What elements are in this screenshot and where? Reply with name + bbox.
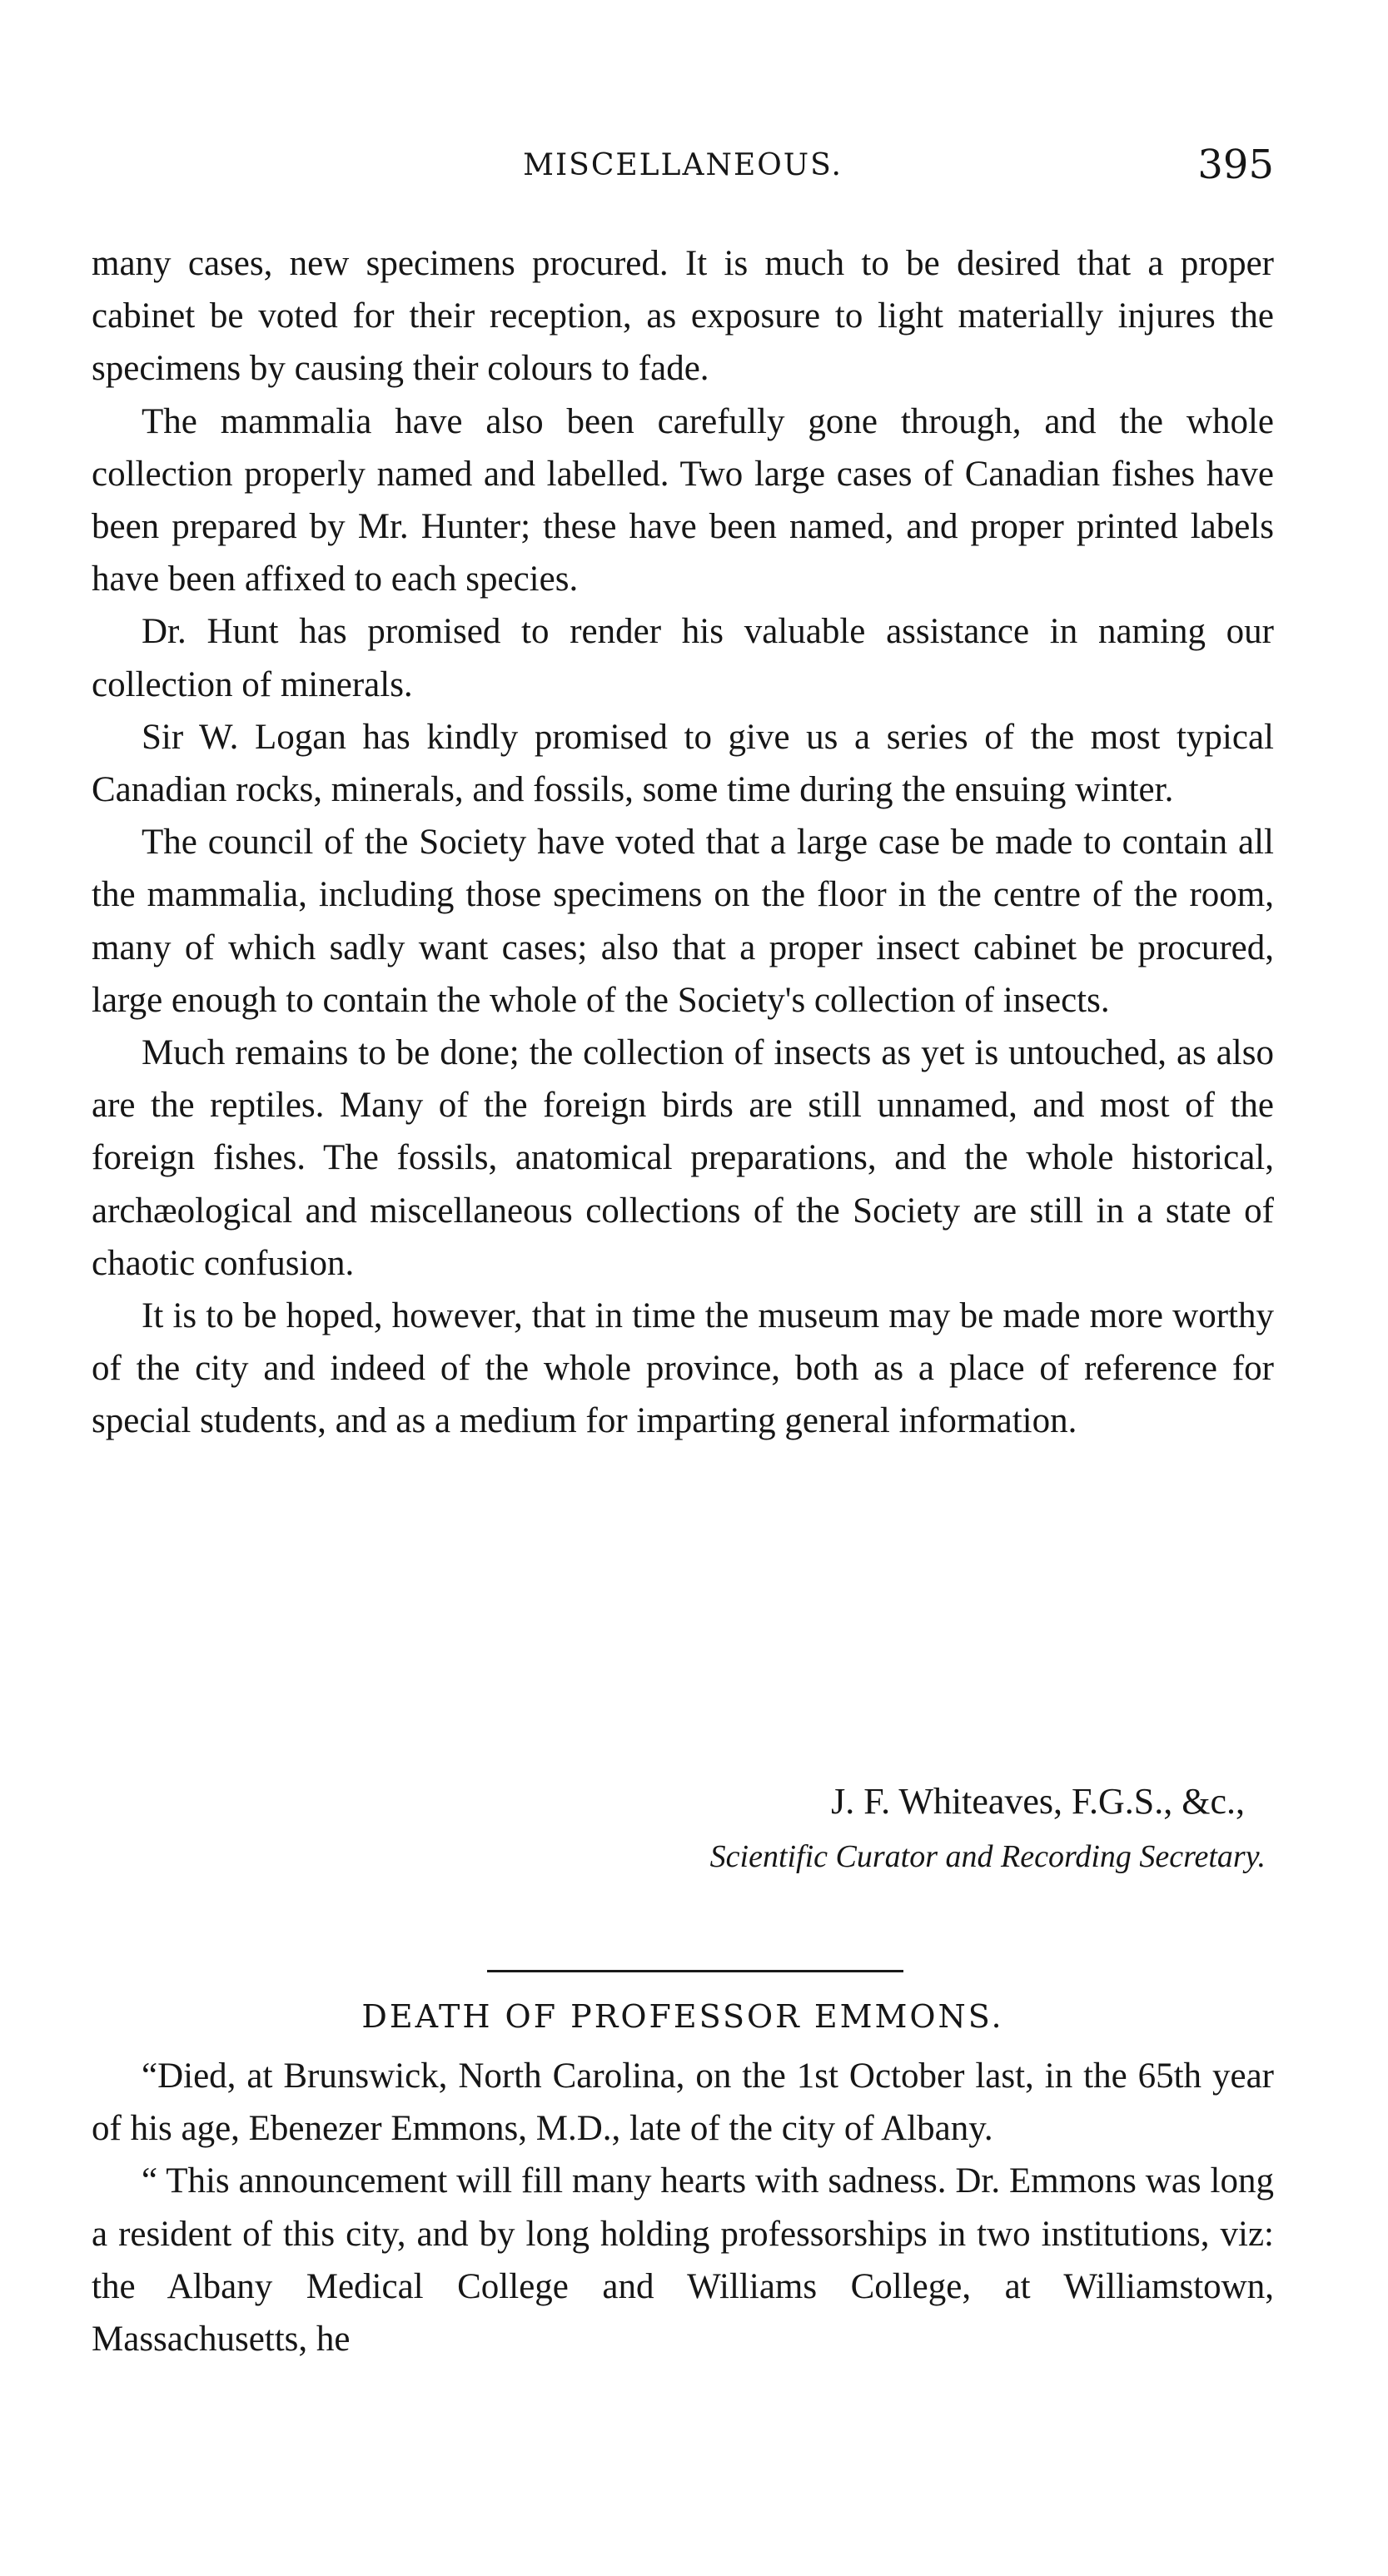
page-number: 395 (1197, 142, 1274, 188)
paragraph: The council of the Society have voted that a large case be made to contain all the mammalia, including those specimens on the floor in the centre of the room, many of which sadly want cases; also that a proper insect cabinet be procured, large enough to contain the whole of the Society's collection of insects. (92, 823, 1274, 1020)
paragraph: The mammalia have also been carefully gone through, and the whole collection properly named and labelled. Two large cases of Canadian fishes have been prepared by Mr. Hunter; these have been named, and proper printed labels have been affixed to each species. (92, 401, 1274, 599)
paragraph: Sir W. Logan has kindly promised to give us a series of the most typical Canadian rocks, minerals, and fossils, some time during the ensuing winter. (92, 717, 1274, 810)
paragraph: It is to be hoped, however, that in time the museum may be made more worthy of the city and indeed of the whole province, both as a place of reference for special students, and as a medium for imparting general information. (92, 1296, 1274, 1441)
section-divider (487, 1970, 903, 1972)
page-header (92, 142, 1274, 198)
paragraph: Much remains to be done; the collection of insects as yet is untouched, as also are the reptiles. Many of the foreign birds are still unnamed, and most of the foreign fishes. The fossils, anatomical preparations, and the whole historical, archæological and miscellaneous collections of the Society are still in a state of chaotic confusion. (92, 1033, 1274, 1283)
signature-title: Scientific Curator and Recording Secretary. (709, 1839, 1266, 1874)
running-title: MISCELLANEOUS. (523, 148, 843, 182)
paragraph: “Died, at Brunswick, North Carolina, on the 1st October last, in the 65th year of his age, Ebenezer Emmons, M.D., late of the city of Albany. (92, 2056, 1274, 2149)
paragraph: “ This announcement will fill many hearts with sadness. Dr. Emmons was long a resident of this city, and by long holding professorships in two institutions, viz: the Albany Medical College and Williams College, at Williamstown, Massachusetts, he (92, 2161, 1274, 2360)
paragraph: many cases, new specimens procured. It is much to be desired that a proper cabinet be voted for their reception, as exposure to light materially injures the specimens by causing their colours to fade. (92, 244, 1274, 389)
signature-name: J. F. Whiteaves, F.G.S., &c., (831, 1781, 1245, 1822)
museum-report-text (92, 237, 1274, 1448)
obituary-text (92, 2050, 1274, 2365)
section-heading: DEATH OF PROFESSOR EMMONS. (361, 1998, 1004, 2035)
paragraph: Dr. Hunt has promised to render his valuable assistance in naming our collection of minerals. (92, 612, 1274, 704)
